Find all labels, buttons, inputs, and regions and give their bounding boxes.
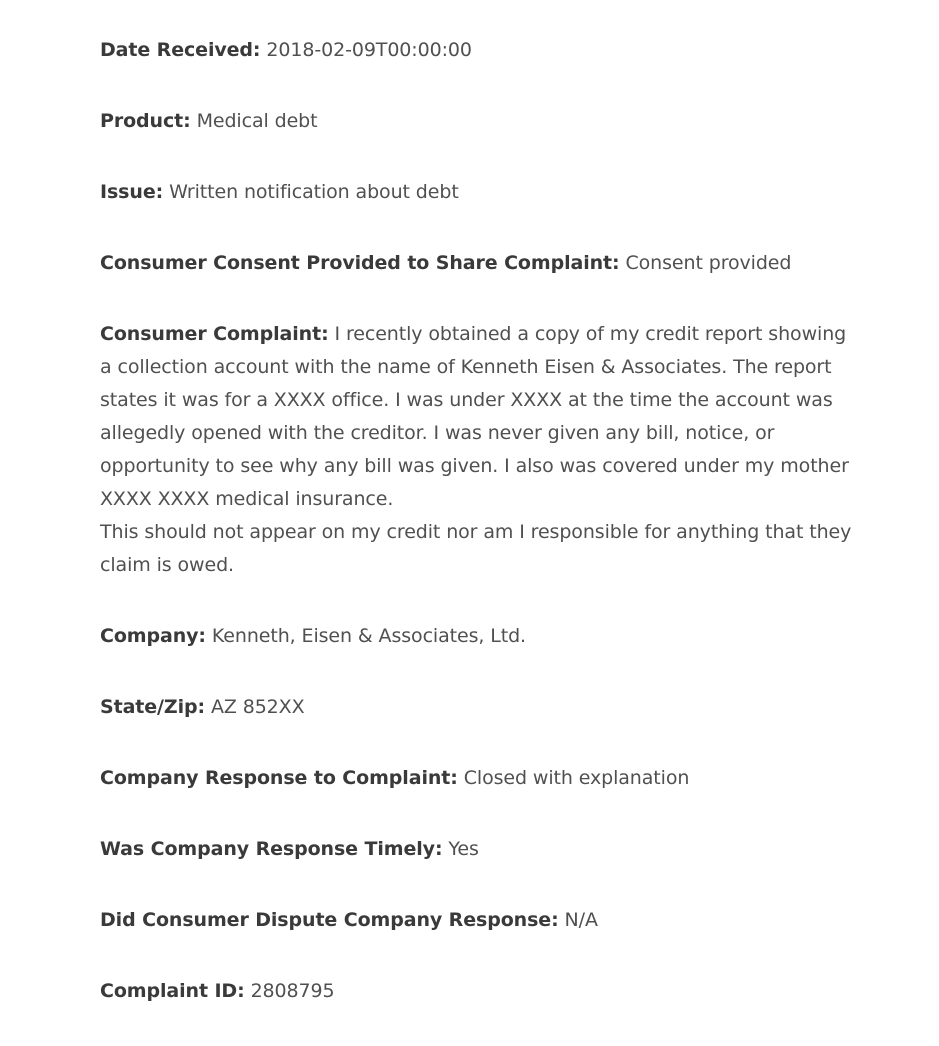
product-value: Medical debt [196,110,318,132]
consumer-dispute-value: N/A [564,909,598,931]
issue-label: Issue: [100,181,164,203]
complaint-id-field [100,975,860,1008]
company-response-field [100,762,860,795]
complaint-record [100,34,860,1046]
date-received-label: Date Received: [100,39,261,61]
consumer-dispute-label: Did Consumer Dispute Company Response: [100,909,559,931]
issue-field [100,176,860,209]
complaint-id-label: Complaint ID: [100,980,245,1002]
timely-response-value: Yes [448,838,479,860]
date-received-value: 2018-02-09T00:00:00 [266,39,472,61]
issue-value: Written notification about debt [169,181,459,203]
consent-label: Consumer Consent Provided to Share Complaint: [100,252,620,274]
complaint-id-value: 2808795 [250,980,335,1002]
consumer-complaint-text-continued: This should not appear on my credit nor am I responsible for anything that they claim is owed. [100,521,852,576]
product-label: Product: [100,110,191,132]
company-label: Company: [100,625,206,647]
timely-response-field [100,833,860,866]
consumer-complaint-field [100,318,860,582]
company-response-label: Company Response to Complaint: [100,767,458,789]
timely-response-label: Was Company Response Timely: [100,838,443,860]
company-value: Kenneth, Eisen & Associates, Ltd. [211,625,526,647]
company-response-value: Closed with explanation [463,767,690,789]
consumer-dispute-field [100,904,860,937]
state-zip-value: AZ 852XX [210,696,305,718]
consumer-complaint-text: I recently obtained a copy of my credit report showing a collection account with the name of Kenneth Eisen & Associates. The report states it was for a XXXX office. I was under XXXX at the time the account was allegedly opened with the creditor. I was never given any bill, notice, or opportunity to see why any bill was given. I also was covered under my mother XXXX XXXX medical insurance. [100,323,849,510]
state-zip-field [100,691,860,724]
state-zip-label: State/Zip: [100,696,205,718]
date-received-field [100,34,860,67]
company-field [100,620,860,653]
product-field [100,105,860,138]
consent-value: Consent provided [625,252,792,274]
consumer-complaint-label: Consumer Complaint: [100,323,329,345]
consent-field [100,247,860,280]
